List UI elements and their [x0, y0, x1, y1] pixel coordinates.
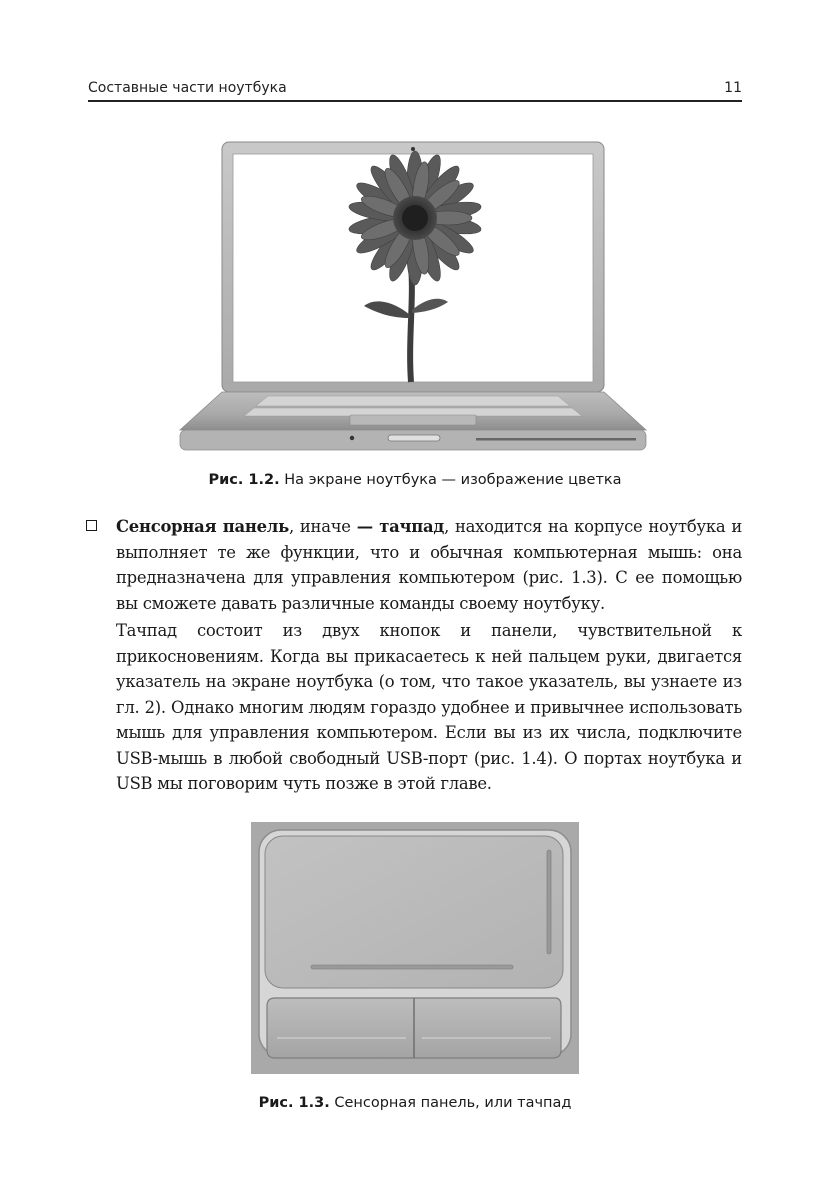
figure-1-2-caption	[88, 472, 742, 488]
page-number: 11	[724, 80, 742, 96]
figure-label: Рис. 1.2.	[208, 472, 280, 488]
bullet-paragraph	[116, 514, 742, 616]
figure-caption-text: На экране ноутбука — изображение цветка	[284, 472, 622, 488]
figure-1-3-caption	[88, 1095, 742, 1111]
checkbox-bullet-icon	[86, 520, 97, 531]
text-fragment: , находится на корпусе ноутбука и выполняет те же функции, что и обычная компьютерная мышь: она предназначена для управления компьютером (рис. 1.3). С ее помощью вы сможете давать различные команды своему ноутбуку.	[116, 517, 742, 613]
chapter-title: Составные части ноутбука	[88, 80, 287, 96]
figure-caption-text: Сенсорная панель, или тачпад	[334, 1095, 572, 1111]
laptop-figure	[178, 140, 652, 455]
term-touchpad: тачпад	[379, 517, 445, 536]
term-touchpad-panel: Сенсорная панель	[116, 517, 289, 536]
running-head	[88, 76, 742, 102]
figure-label: Рис. 1.3.	[258, 1095, 330, 1111]
paragraph: Тачпад состоит из двух кнопок и панели, чувствительной к прикосновениям. Когда вы прикасаетесь к ней пальцем руки, двигается указатель на экране ноутбука (о том, что такое указатель, вы узнаете из гл. 2). Однако многим людям гораздо удобнее и привычнее использовать мышь для управления компьютером. Если вы из их числа, подключите USB-мышь в любой свободный USB-порт (рис. 1.4). О портах ноутбука и USB мы поговорим чуть позже в этой главе.	[116, 621, 742, 793]
dash: —	[356, 517, 380, 536]
text-fragment: , иначе	[288, 517, 357, 536]
touchpad-figure	[251, 822, 579, 1074]
